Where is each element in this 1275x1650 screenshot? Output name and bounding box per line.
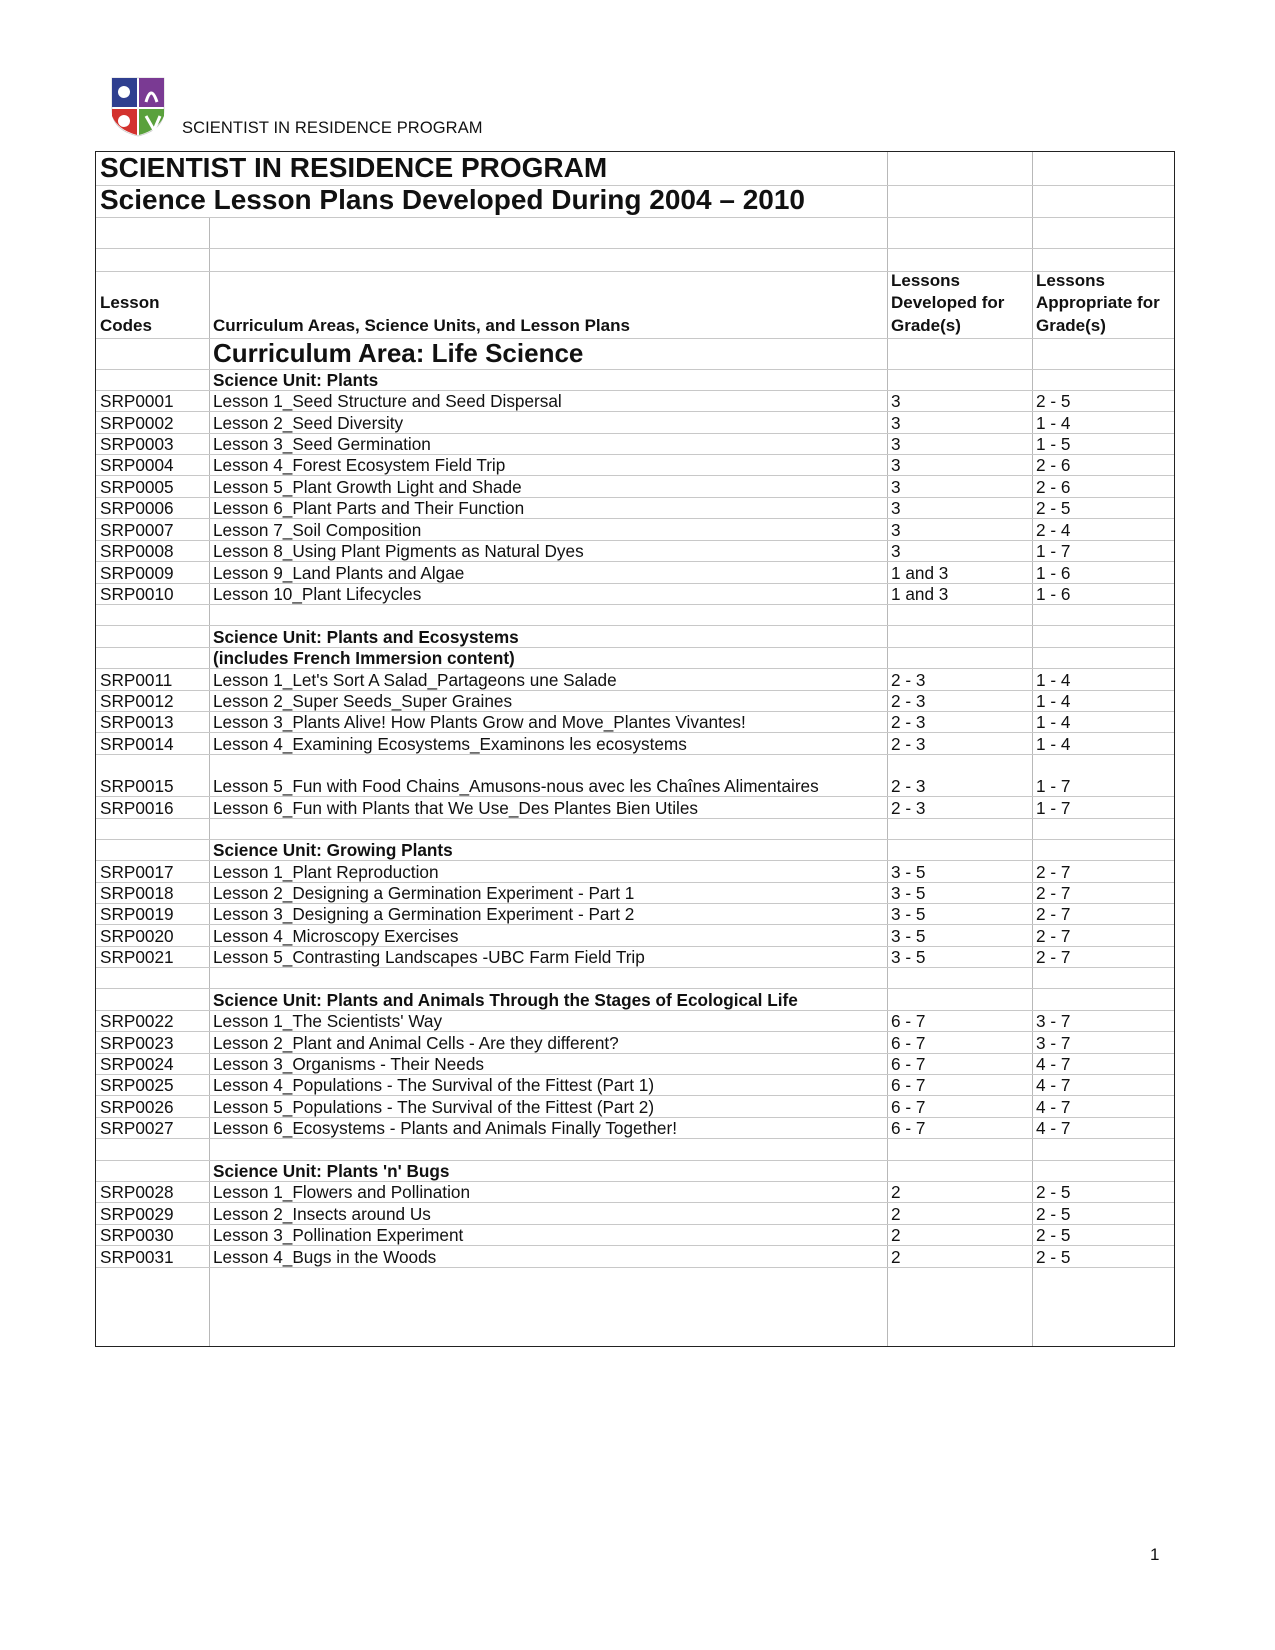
table-row: [96, 925, 1174, 947]
table-row: [96, 1225, 1174, 1246]
blank-row: [96, 218, 1174, 249]
lesson-code: SRP0002: [100, 413, 174, 433]
lesson-title: Lesson 10_Plant Lifecycles: [213, 584, 422, 604]
lesson-grade-appropriate: 1 - 6: [1036, 563, 1071, 583]
lesson-grade-appropriate: 1 - 4: [1036, 691, 1071, 711]
lesson-grade-developed: 3: [891, 520, 901, 540]
lesson-title: Lesson 9_Land Plants and Algae: [213, 563, 465, 583]
lesson-title: Lesson 4_Populations - The Survival of the Fittest (Part 1): [213, 1075, 655, 1095]
lesson-grade-developed: 3 - 5: [891, 926, 926, 946]
lesson-grade-appropriate: 1 - 6: [1036, 584, 1071, 604]
unit-row: [96, 1161, 1174, 1182]
lesson-grade-appropriate: 2 - 7: [1036, 947, 1071, 967]
lesson-grade-developed: 2 - 3: [891, 798, 926, 818]
lesson-grade-developed: 6 - 7: [891, 1118, 926, 1138]
lesson-grade-appropriate: 4 - 7: [1036, 1097, 1071, 1117]
lesson-grade-appropriate: 1 - 4: [1036, 413, 1071, 433]
unit-row: [96, 989, 1174, 1011]
lesson-grade-developed: 6 - 7: [891, 1011, 926, 1031]
lesson-grade-appropriate: 3 - 7: [1036, 1011, 1071, 1031]
lesson-code: SRP0031: [100, 1247, 174, 1267]
table-row: [96, 904, 1174, 925]
table-row: [96, 498, 1174, 519]
lesson-code: SRP0023: [100, 1033, 174, 1053]
lesson-title: Lesson 2_Designing a Germination Experiment - Part 1: [213, 883, 635, 903]
lesson-grade-developed: 2: [891, 1204, 901, 1224]
lesson-code: SRP0021: [100, 947, 174, 967]
lesson-grade-appropriate: 2 - 5: [1036, 1225, 1071, 1245]
subtitle-row: [96, 186, 1174, 218]
lesson-grade-developed: 3 - 5: [891, 862, 926, 882]
lesson-title: Lesson 7_Soil Composition: [213, 520, 422, 540]
lesson-code: SRP0030: [100, 1225, 174, 1245]
lesson-grade-appropriate: 2 - 6: [1036, 477, 1071, 497]
header-lesson-codes: Lesson Codes: [100, 293, 160, 335]
table-row: [96, 391, 1174, 412]
lesson-grade-developed: 3: [891, 541, 901, 561]
lesson-title: Lesson 1_Plant Reproduction: [213, 862, 439, 882]
lesson-title: Lesson 5_Populations - The Survival of the Fittest (Part 2): [213, 1097, 655, 1117]
lesson-grade-developed: 6 - 7: [891, 1075, 926, 1095]
unit-note: (includes French Immersion content): [213, 648, 515, 668]
lesson-grade-developed: 2 - 3: [891, 691, 926, 711]
lesson-grade-appropriate: 2 - 6: [1036, 455, 1071, 475]
lesson-grade-appropriate: 2 - 5: [1036, 498, 1071, 518]
table-row: [96, 691, 1174, 712]
lesson-title: Lesson 1_The Scientists' Way: [213, 1011, 443, 1031]
lesson-title: Lesson 3_Organisms - Their Needs: [213, 1054, 484, 1074]
lesson-code: SRP0027: [100, 1118, 174, 1138]
lesson-grade-developed: 6 - 7: [891, 1054, 926, 1074]
table-row: [96, 476, 1174, 498]
curriculum-area-title: Curriculum Area: Life Science: [213, 338, 584, 368]
lesson-title: Lesson 5_Plant Growth Light and Shade: [213, 477, 522, 497]
lesson-code: SRP0013: [100, 712, 174, 732]
curriculum-area-row: [96, 339, 1174, 370]
lesson-grade-appropriate: 4 - 7: [1036, 1118, 1071, 1138]
lesson-grade-appropriate: 2 - 7: [1036, 926, 1071, 946]
lesson-code: SRP0024: [100, 1054, 174, 1074]
lesson-grade-developed: 1 and 3: [891, 563, 949, 583]
table-row: [96, 519, 1174, 541]
lesson-title: Lesson 6_Ecosystems - Plants and Animals Finally Together!: [213, 1118, 677, 1138]
lesson-code: SRP0016: [100, 798, 174, 818]
table-row: [96, 562, 1174, 584]
table-row: [96, 455, 1174, 476]
lesson-grade-appropriate: 2 - 7: [1036, 904, 1071, 924]
table-row: [96, 1075, 1174, 1096]
lesson-title: Lesson 2_Super Seeds_Super Graines: [213, 691, 513, 711]
unit-row: [96, 626, 1174, 648]
table-row: [96, 712, 1174, 733]
lesson-title: Lesson 6_Plant Parts and Their Function: [213, 498, 525, 518]
lesson-title: Lesson 2_Insects around Us: [213, 1204, 431, 1224]
lesson-title: Lesson 5_Fun with Food Chains_Amusons-nous avec les Chaînes Alimentaires: [213, 776, 819, 796]
table-row: [96, 797, 1174, 819]
blank-row: [96, 1139, 1174, 1161]
table-row: [96, 584, 1174, 605]
lesson-grade-developed: 3: [891, 391, 901, 411]
lesson-grade-developed: 3: [891, 413, 901, 433]
table-row: [96, 1246, 1174, 1268]
lesson-grade-developed: 3: [891, 455, 901, 475]
lesson-title: Lesson 5_Contrasting Landscapes -UBC Farm Field Trip: [213, 947, 645, 967]
lesson-grade-developed: 1 and 3: [891, 584, 949, 604]
unit-title: Science Unit: Plants: [213, 370, 379, 390]
lesson-grade-developed: 2 - 3: [891, 776, 926, 796]
lesson-code: SRP0022: [100, 1011, 174, 1031]
table-row: [96, 541, 1174, 562]
lesson-code: SRP0008: [100, 541, 174, 561]
blank-row: [96, 819, 1174, 840]
lesson-grade-developed: 2 - 3: [891, 670, 926, 690]
lesson-grade-appropriate: 2 - 5: [1036, 1182, 1071, 1202]
lesson-title: Lesson 4_Forest Ecosystem Field Trip: [213, 455, 506, 475]
program-logo: [110, 76, 166, 138]
lesson-code: SRP0005: [100, 477, 174, 497]
lesson-grade-appropriate: 2 - 5: [1036, 1204, 1071, 1224]
blank-row: [96, 605, 1174, 626]
lesson-grade-appropriate: 1 - 4: [1036, 734, 1071, 754]
lesson-title: Lesson 3_Plants Alive! How Plants Grow and Move_Plantes Vivantes!: [213, 712, 746, 732]
title-row: [96, 152, 1174, 186]
lesson-grade-appropriate: 1 - 5: [1036, 434, 1071, 454]
lesson-plans-table: [95, 151, 1175, 1347]
lesson-code: SRP0009: [100, 563, 174, 583]
lesson-title: Lesson 2_Plant and Animal Cells - Are they different?: [213, 1033, 619, 1053]
table-row: [96, 1032, 1174, 1054]
table-row: [96, 1054, 1174, 1075]
lesson-grade-appropriate: 2 - 5: [1036, 1247, 1071, 1267]
table-row: [96, 1118, 1174, 1139]
lesson-grade-developed: 2 - 3: [891, 712, 926, 732]
lesson-title: Lesson 1_Let's Sort A Salad_Partageons une Salade: [213, 670, 617, 690]
table-row: [96, 1011, 1174, 1032]
lesson-code: SRP0010: [100, 584, 174, 604]
document-subtitle: Science Lesson Plans Developed During 2004 – 2010: [100, 184, 805, 215]
lesson-code: SRP0017: [100, 862, 174, 882]
lesson-grade-developed: 6 - 7: [891, 1033, 926, 1053]
table-row: [96, 861, 1174, 883]
lesson-code: SRP0029: [100, 1204, 174, 1224]
lesson-grade-developed: 2: [891, 1247, 901, 1267]
lesson-code: SRP0018: [100, 883, 174, 903]
unit-row: [96, 840, 1174, 861]
lesson-grade-developed: 3: [891, 434, 901, 454]
unit-note-row: [96, 648, 1174, 669]
header-curriculum-areas: Curriculum Areas, Science Units, and Lesson Plans: [213, 315, 630, 335]
lesson-code: SRP0001: [100, 391, 174, 411]
lesson-code: SRP0015: [100, 776, 174, 796]
lesson-grade-appropriate: 4 - 7: [1036, 1054, 1071, 1074]
header-appropriate-grades: Lessons Appropriate for Grade(s): [1036, 270, 1160, 335]
lesson-title: Lesson 3_Pollination Experiment: [213, 1225, 464, 1245]
blank-row: [96, 968, 1174, 989]
page-number: 1: [1150, 1545, 1160, 1564]
lesson-grade-developed: 2: [891, 1182, 901, 1202]
lesson-title: Lesson 3_Designing a Germination Experiment - Part 2: [213, 904, 635, 924]
table-row: [96, 733, 1174, 755]
lesson-code: SRP0007: [100, 520, 174, 540]
lesson-grade-appropriate: 1 - 4: [1036, 712, 1071, 732]
header-row: [96, 272, 1174, 339]
lesson-grade-appropriate: 2 - 7: [1036, 862, 1071, 882]
table-row: [96, 883, 1174, 904]
table-row: [96, 412, 1174, 434]
lesson-grade-developed: 3: [891, 477, 901, 497]
lesson-grade-appropriate: 1 - 7: [1036, 541, 1071, 561]
table-row: [96, 1096, 1174, 1118]
lesson-title: Lesson 1_Seed Structure and Seed Dispersal: [213, 391, 562, 411]
table-row: [96, 1182, 1174, 1203]
lesson-grade-developed: 3 - 5: [891, 947, 926, 967]
lesson-title: Lesson 2_Seed Diversity: [213, 413, 404, 433]
lesson-grade-appropriate: 2 - 5: [1036, 391, 1071, 411]
unit-title: Science Unit: Plants and Ecosystems: [213, 627, 519, 647]
lesson-grade-developed: 3 - 5: [891, 883, 926, 903]
lesson-code: SRP0003: [100, 434, 174, 454]
lesson-grade-appropriate: 1 - 4: [1036, 670, 1071, 690]
blank-row: [96, 1268, 1174, 1290]
lesson-grade-appropriate: 2 - 7: [1036, 883, 1071, 903]
header-program-label: SCIENTIST IN RESIDENCE PROGRAM: [182, 119, 483, 137]
lesson-grade-appropriate: 4 - 7: [1036, 1075, 1071, 1095]
lesson-grade-appropriate: 2 - 4: [1036, 520, 1071, 540]
lesson-grade-developed: 3: [891, 498, 901, 518]
lesson-title: Lesson 8_Using Plant Pigments as Natural Dyes: [213, 541, 584, 561]
header-developed-grades: Lessons Developed for Grade(s): [891, 270, 1005, 335]
table-row: [96, 1203, 1174, 1225]
lesson-title: Lesson 3_Seed Germination: [213, 434, 431, 454]
document-title: SCIENTIST IN RESIDENCE PROGRAM: [100, 152, 608, 183]
lesson-grade-developed: 6 - 7: [891, 1097, 926, 1117]
lesson-title: Lesson 4_Examining Ecosystems_Examinons les ecosystems: [213, 734, 687, 754]
table-row: [96, 755, 1174, 797]
table-row: [96, 669, 1174, 691]
lesson-title: Lesson 6_Fun with Plants that We Use_Des Plantes Bien Utiles: [213, 798, 699, 818]
lesson-code: SRP0012: [100, 691, 174, 711]
lesson-title: Lesson 1_Flowers and Pollination: [213, 1182, 471, 1202]
unit-title: Science Unit: Plants and Animals Through the Stages of Ecological Life: [213, 990, 798, 1010]
lesson-code: SRP0014: [100, 734, 174, 754]
lesson-code: SRP0028: [100, 1182, 174, 1202]
lesson-grade-developed: 2 - 3: [891, 734, 926, 754]
lesson-grade-appropriate: 3 - 7: [1036, 1033, 1071, 1053]
lesson-code: SRP0004: [100, 455, 174, 475]
unit-row: [96, 370, 1174, 391]
lesson-code: SRP0026: [100, 1097, 174, 1117]
lesson-code: SRP0025: [100, 1075, 174, 1095]
lesson-title: Lesson 4_Bugs in the Woods: [213, 1247, 437, 1267]
lesson-grade-developed: 2: [891, 1225, 901, 1245]
lesson-grade-appropriate: 1 - 7: [1036, 798, 1071, 818]
lesson-code: SRP0020: [100, 926, 174, 946]
table-row: [96, 434, 1174, 455]
lesson-code: SRP0019: [100, 904, 174, 924]
unit-title: Science Unit: Plants 'n' Bugs: [213, 1161, 450, 1181]
lesson-code: SRP0006: [100, 498, 174, 518]
lesson-grade-developed: 3 - 5: [891, 904, 926, 924]
lesson-code: SRP0011: [100, 670, 173, 690]
lesson-grade-appropriate: 1 - 7: [1036, 776, 1071, 796]
unit-title: Science Unit: Growing Plants: [213, 840, 453, 860]
lesson-title: Lesson 4_Microscopy Exercises: [213, 926, 459, 946]
table-row: [96, 947, 1174, 968]
